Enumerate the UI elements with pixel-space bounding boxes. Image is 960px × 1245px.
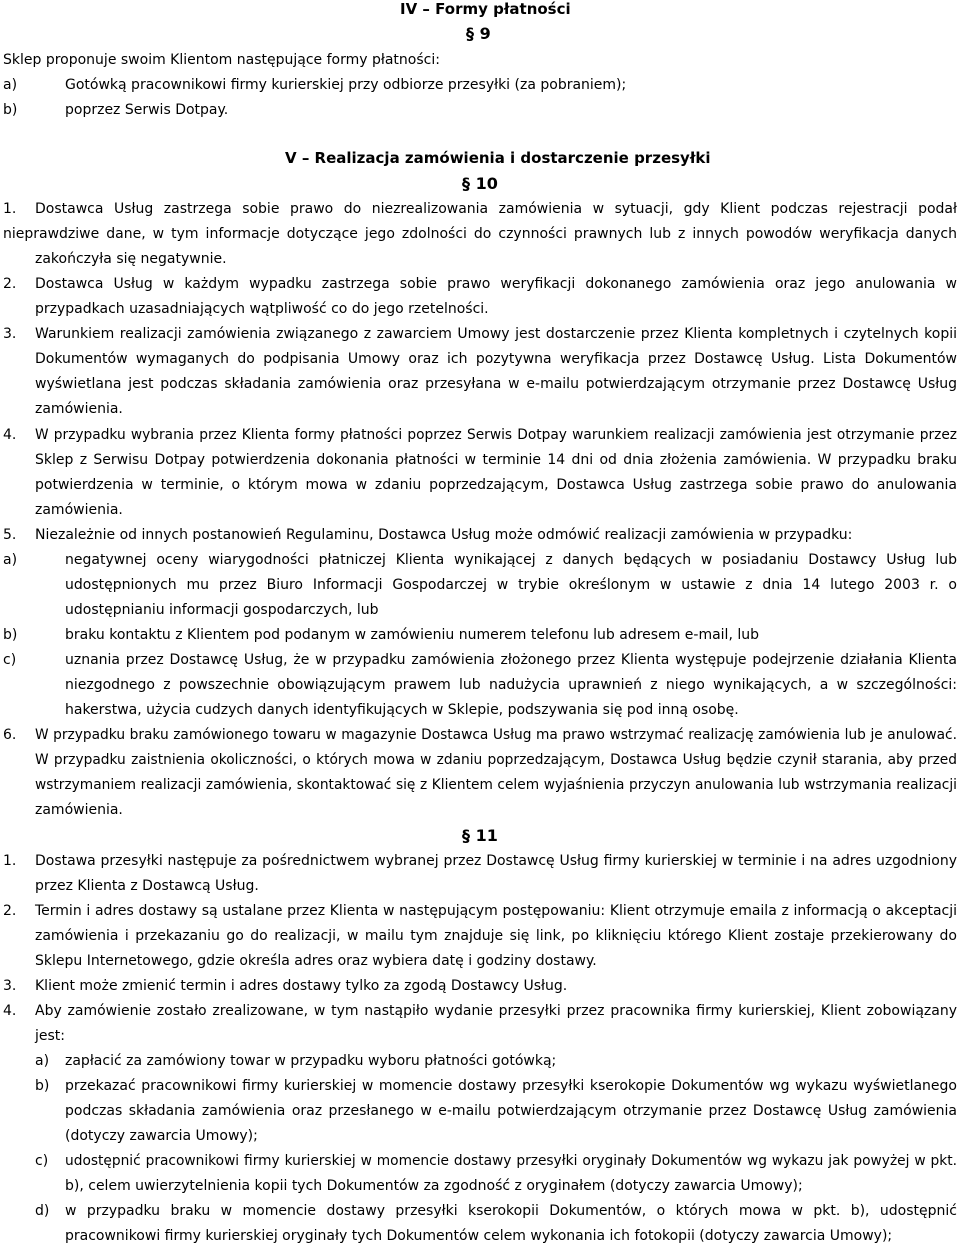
list-marker: c) xyxy=(35,1153,49,1169)
text-line: pracownikowi firmy kurierskiej oryginały tych Dokumentów celem wykonania ich fotokopii (dotyczy zawarcia Umowy); xyxy=(65,1228,893,1244)
paragraph-mark-10: § 10 xyxy=(462,174,498,193)
list-item: poprzez Serwis Dotpay. xyxy=(65,102,229,118)
list-marker: b) xyxy=(3,102,18,118)
text-line: udostępnić pracownikowi firmy kurierskiej w momencie dostawy przesyłki oryginały Dokumentów wg wykazu jak powyżej w pkt. xyxy=(65,1153,957,1169)
text-line: Dostawa przesyłki następuje za pośrednictwem wybranej przez Dostawcę Usług firmy kurierskiej w terminie i na adres uzgodniony xyxy=(35,853,957,869)
list-item: Gotówką pracownikowi firmy kurierskiej przy odbiorze przesyłki (za pobraniem); xyxy=(65,77,627,93)
item-number: 1. xyxy=(3,853,17,869)
text-line: zamówienia. xyxy=(35,502,123,518)
paragraph-mark-11: § 11 xyxy=(462,826,498,845)
text-line: zamówienia i przekazaniu go do realizacji, w mailu tym znajduje się link, po kliknięciu którego Klient zostaje przekierowany do xyxy=(35,928,957,944)
text-line: Sklep z Serwisu Dotpay potwierdzenia dokonania płatności w terminie 14 dni od dnia złożenia zamówienia. W przypadku braku xyxy=(35,452,957,468)
text-line: braku kontaktu z Klientem pod podanym w zamówieniu numerem telefonu lub adresem e-mail, lub xyxy=(65,627,759,643)
text-line: Warunkiem realizacji zamówienia związanego z zawarciem Umowy jest dostarczenie przez Klienta kompletnych i czytelnych kopii xyxy=(35,326,957,342)
item-number: 3. xyxy=(3,326,17,342)
text-line: niezgodnego z powszechnie obowiązującym prawem lub nadużycia uprawnień z niego wynikających, a w szczególności: xyxy=(65,677,957,693)
text-line: przekazać pracownikowi firmy kurierskiej w momencie dostawy przesyłki kserokopie Dokumentów wg wykazu wyświetlanego xyxy=(65,1078,957,1094)
text-line: Dokumentów wymaganych do podpisania Umowy oraz ich pozytywna weryfikacja przez Dostawcę Usług. Lista Dokumentów xyxy=(35,351,957,367)
text-line: W przypadku wybrania przez Klienta formy płatności poprzez Serwis Dotpay warunkiem realizacji zamówienia jest otrzymanie przez xyxy=(35,427,957,443)
text-line: Dostawca Usług zastrzega sobie prawo do niezrealizowania zamówienia w sytuacji, gdy Klient podczas rejestracji podał xyxy=(35,201,957,217)
list-marker: b) xyxy=(3,627,18,643)
text-line: zapłacić za zamówiony towar w przypadku wyboru płatności gotówką; xyxy=(65,1053,557,1069)
list-marker: d) xyxy=(35,1203,50,1219)
payment-intro: Sklep proponuje swoim Klientom następujące formy płatności: xyxy=(3,52,440,68)
list-marker: a) xyxy=(35,1053,50,1069)
item-number: 5. xyxy=(3,527,17,543)
text-line: udostępnionych mu przez Biuro Informacji Gospodarczej w trybie określonym w ustawie z dnia 14 lutego 2003 r. o xyxy=(65,577,957,593)
list-marker: b) xyxy=(35,1078,50,1094)
text-line: (dotyczy zawarcia Umowy); xyxy=(65,1128,258,1144)
text-line: W przypadku zaistnienia okoliczności, o których mowa w zdaniu poprzedzającym, Dostawca Usług będzie czynił starania, aby przed xyxy=(35,752,957,768)
list-marker: a) xyxy=(3,552,18,568)
text-line: Aby zamówienie zostało zrealizowane, w tym nastąpiło wydanie przesyłki przez pracownika firmy kurierskiej, Klient zobowiązany xyxy=(35,1003,957,1019)
text-line: przez Klienta z Dostawcą Usług. xyxy=(35,878,259,894)
text-line: zakończyła się negatywnie. xyxy=(35,251,227,267)
list-marker: a) xyxy=(3,77,18,93)
text-line: b), celem uwierzytelnienia kopii tych Dokumentów za zgodność z oryginałem (dotyczy zawarcia Umowy); xyxy=(65,1178,803,1194)
item-number: 1. xyxy=(3,201,17,217)
text-line: jest: xyxy=(35,1028,66,1044)
item-number: 6. xyxy=(3,727,17,743)
list-marker: c) xyxy=(3,652,17,668)
text-line: Niezależnie od innych postanowień Regulaminu, Dostawca Usług może odmówić realizacji zamówienia w przypadku: xyxy=(35,527,853,543)
paragraph-mark-9: § 9 xyxy=(466,24,491,43)
text-line: udostępnianiu informacji gospodarczych, lub xyxy=(65,602,379,618)
section-heading-v: V – Realizacja zamówienia i dostarczenie przesyłki xyxy=(285,149,711,167)
text-line: hakerstwa, użycia cudzych danych identyfikujących w Sklepie, podszywania się pod inną osobę. xyxy=(65,702,739,718)
text-line: przypadkach uzasadniających wątpliwość co do jego rzetelności. xyxy=(35,301,489,317)
text-line: podczas składania zamówienia oraz przesłanego w e-mailu potwierdzającym otrzymanie przez Dostawcę Usług zamówienia xyxy=(65,1103,957,1119)
item-number: 2. xyxy=(3,903,17,919)
text-line: W przypadku braku zamówionego towaru w magazynie Dostawca Usług ma prawo wstrzymać realizację zamówienia lub je anulować. xyxy=(35,727,957,743)
section-heading-iv: IV – Formy płatności xyxy=(400,0,571,18)
text-line: w przypadku braku w momencie dostawy przesyłki kserokopii Dokumentów, o których mowa w pkt. b), udostępnić xyxy=(65,1203,957,1219)
text-line: wstrzymaniem realizacji zamówienia, skontaktować się z Klientem celem wyjaśnienia przyczyn anulowania lub wstrzymania realizacji xyxy=(35,777,957,793)
text-line: uznania przez Dostawcę Usług, że w przypadku zamówienia złożonego przez Klienta występuje podejrzenie działania Klienta xyxy=(65,652,957,668)
item-number: 2. xyxy=(3,276,17,292)
text-line: wyświetlana jest podczas składania zamówienia oraz przesyłana w e-mailu potwierdzającym otrzymanie przez Dostawcę Usług xyxy=(35,376,957,392)
text-line: Sklepu Internetowego, gdzie określa adres oraz wybiera datę i godziny dostawy. xyxy=(35,953,597,969)
text-line: Termin i adres dostawy są ustalane przez Klienta w następującym postępowaniu: Klient otrzymuje emaila z informacją o akceptacji xyxy=(35,903,957,919)
text-line: Dostawca Usług w każdym wypadku zastrzega sobie prawo weryfikacji dokonanego zamówienia oraz jego anulowania w xyxy=(35,276,957,292)
text-line: nieprawdziwe dane, w tym informacje dotyczące jego zdolności do czynności prawnych lub z innych powodów weryfikacja danych xyxy=(3,226,957,242)
text-line: zamówienia. xyxy=(35,802,123,818)
item-number: 4. xyxy=(3,427,17,443)
text-line: Klient może zmienić termin i adres dostawy tylko za zgodą Dostawcy Usług. xyxy=(35,978,568,994)
text-line: potwierdzenia w terminie, o którym mowa w zdaniu poprzedzającym, Dostawca Usług zastrzega sobie prawo do anulowania xyxy=(35,477,957,493)
item-number: 3. xyxy=(3,978,17,994)
text-line: zamówienia. xyxy=(35,401,123,417)
text-line: negatywnej oceny wiarygodności płatniczej Klienta wynikającej z danych będących w posiadaniu Dostawcy Usług lub xyxy=(65,552,957,568)
item-number: 4. xyxy=(3,1003,17,1019)
